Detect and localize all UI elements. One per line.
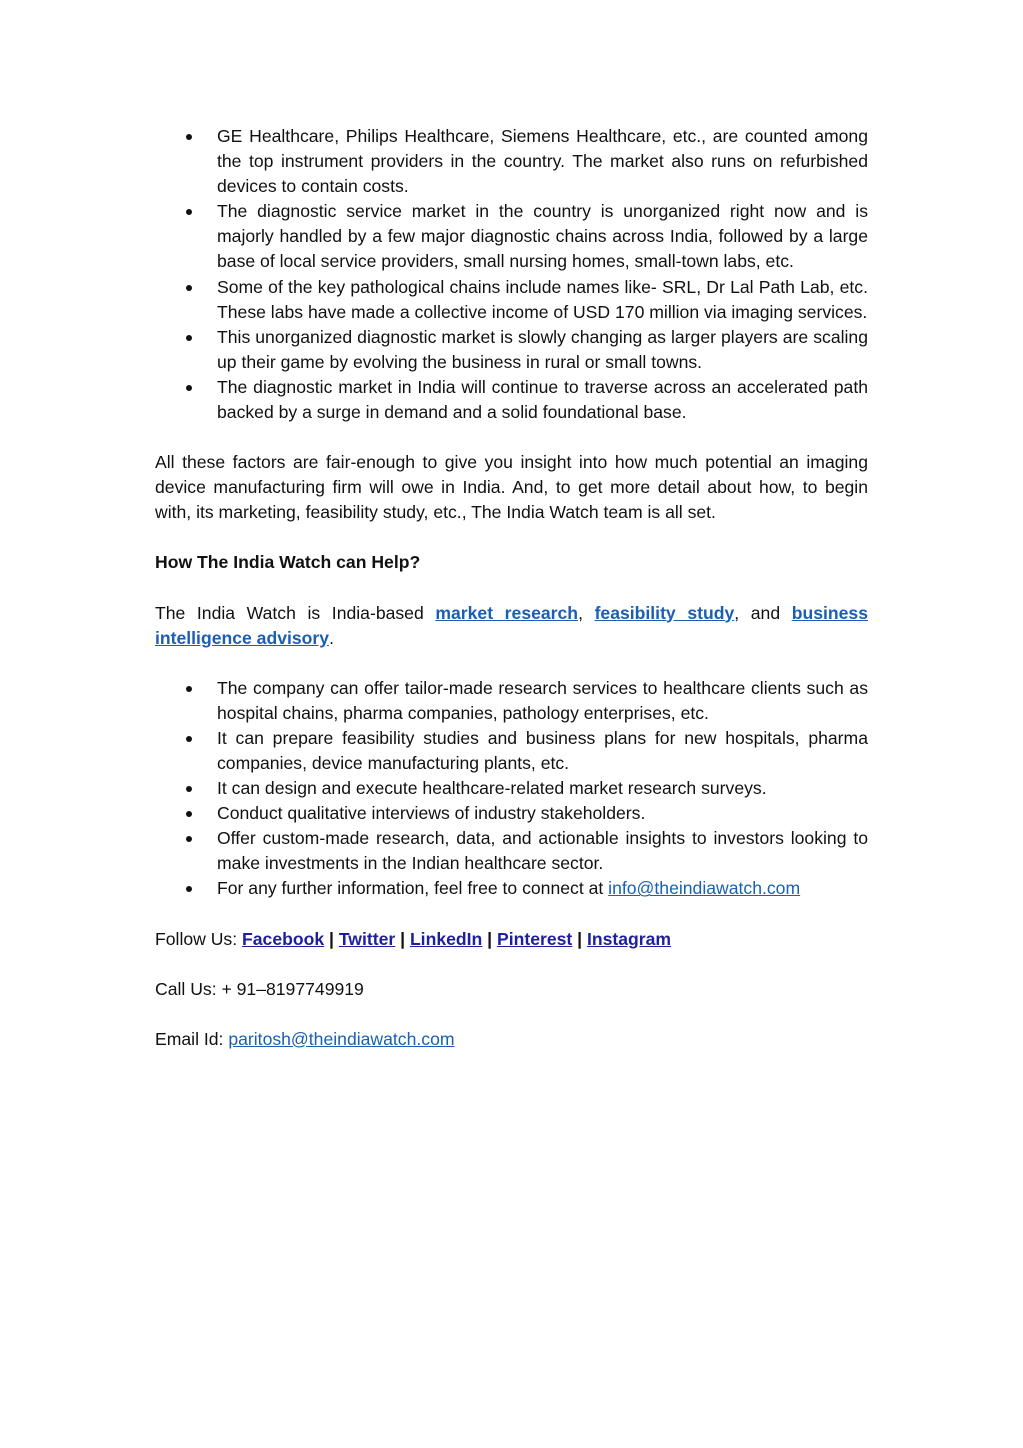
follow-us-line: Follow Us: Facebook | Twitter | LinkedIn | Pinterest | Instagram [155,928,672,949]
bullet-icon [186,285,192,291]
twitter-link[interactable]: Twitter [338,928,396,949]
feasibility-study-link[interactable]: feasibility study [594,602,735,623]
linkedin-link[interactable]: LinkedIn [409,928,483,949]
separator: | [482,928,497,949]
market-research-link[interactable]: market research [435,602,579,623]
bullet-icon [186,811,192,817]
list-item: The diagnostic service market in the country is unorganized right now and is majorly handled by a few major diagnostic chains across India, followed by a large base of local service providers, small nursing homes, small-town labs, etc. [155,199,868,274]
bullet-icon [186,209,192,215]
separator: | [395,928,410,949]
list-item: Some of the key pathological chains include names like- SRL, Dr Lal Path Lab, etc. These labs have made a collective income of USD 170 million via imaging services. [155,275,868,325]
instagram-link[interactable]: Instagram [586,928,672,949]
bullet-icon [186,335,192,341]
service-bullet-list [155,676,868,902]
business-intelligence-link[interactable]: business intelligence advisory [155,602,868,648]
list-item: GE Healthcare, Philips Healthcare, Siemens Healthcare, etc., are counted among the top instrument providers in the country. The market also runs on refurbished devices to contain costs. [155,124,868,199]
email-line: Email Id: paritosh@theindiawatch.com [155,1028,455,1049]
help-heading: How The India Watch can Help? [155,552,421,573]
info-email-link[interactable]: info@theindiawatch.com [608,878,801,899]
call-us-line: Call Us: + 91–8197749919 [155,978,364,999]
bullet-icon [186,134,192,140]
document-page [155,124,868,1052]
bullet-icon [186,786,192,792]
list-item: For any further information, feel free to connect at info@theindiawatch.com [155,876,868,901]
separator: | [572,928,587,949]
bullet-icon [186,385,192,391]
list-item: It can prepare feasibility studies and business plans for new hospitals, pharma companies, device manufacturing plants, etc. [155,726,868,776]
about-paragraph: The India Watch is India-based market research, feasibility study, and business intelligence advisory. [155,602,868,648]
bullet-icon [186,836,192,842]
facebook-link[interactable]: Facebook [242,928,325,949]
list-item: Offer custom-made research, data, and actionable insights to investors looking to make investments in the Indian healthcare sector. [155,826,868,876]
email-link[interactable]: paritosh@theindiawatch.com [228,1028,455,1049]
list-item: Conduct qualitative interviews of industry stakeholders. [155,801,868,826]
pinterest-link[interactable]: Pinterest [496,928,573,949]
list-item: This unorganized diagnostic market is slowly changing as larger players are scaling up their game by evolving the business in rural or small towns. [155,325,868,375]
bullet-icon [186,686,192,692]
bullet-icon [186,736,192,742]
separator: | [324,928,339,949]
list-item: The diagnostic market in India will continue to traverse across an accelerated path backed by a surge in demand and a solid foundational base. [155,375,868,425]
list-item: The company can offer tailor-made research services to healthcare clients such as hospital chains, pharma companies, pathology enterprises, etc. [155,676,868,726]
summary-paragraph: All these factors are fair-enough to give you insight into how much potential an imaging device manufacturing firm will owe in India. And, to get more detail about how, to begin with, its marketing, feasibility study, etc., The India Watch team is all set. [155,452,868,523]
list-item: It can design and execute healthcare-related market research surveys. [155,776,868,801]
intro-bullet-list [155,124,868,425]
bullet-icon [186,886,192,892]
